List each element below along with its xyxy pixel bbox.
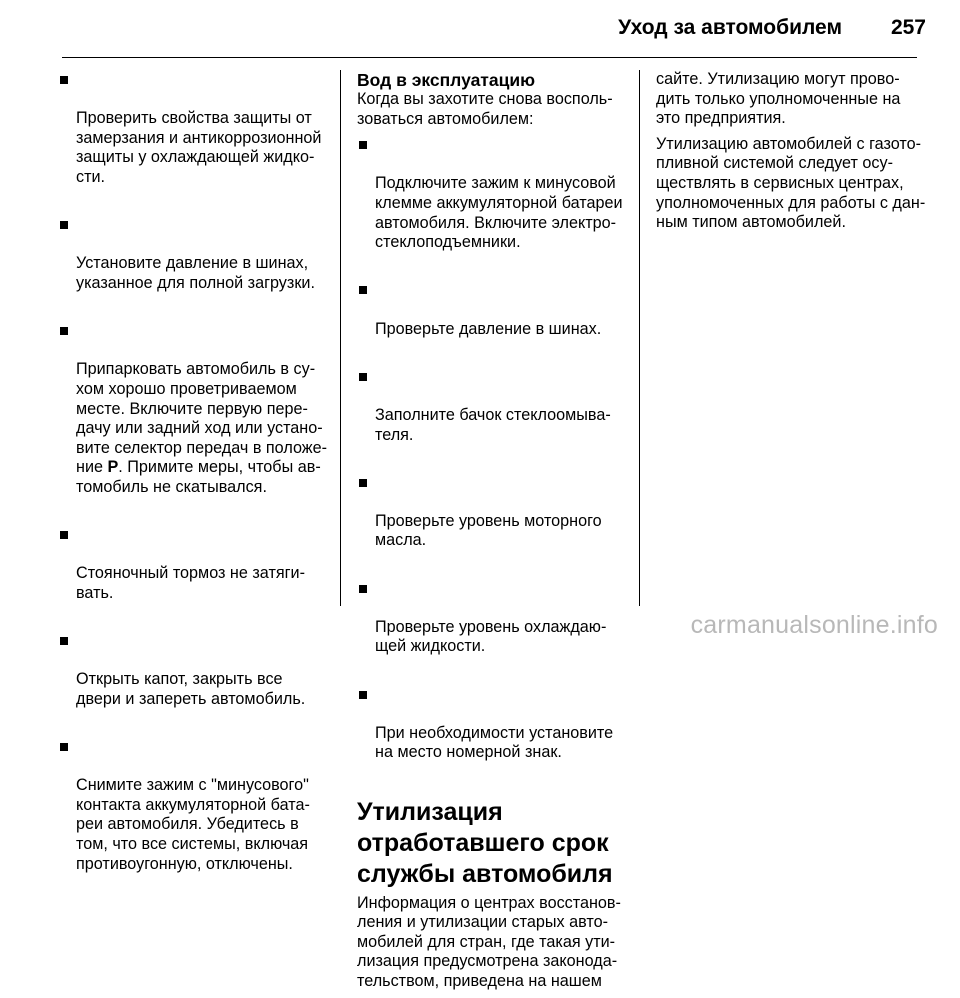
recommission-checklist <box>357 135 627 782</box>
list-item <box>58 70 336 207</box>
bullet-square-icon <box>359 479 367 487</box>
list-item <box>357 135 627 272</box>
bullet-square-icon <box>60 637 68 645</box>
bullet-square-icon <box>60 531 68 539</box>
list-item-text: Открыть капот, закрыть все двери и запереть автомобиль. <box>76 670 306 708</box>
bullet-square-icon <box>60 76 68 84</box>
list-item-text: Проверьте уровень моторного масла. <box>375 511 602 550</box>
column-2 <box>357 70 627 998</box>
list-item-text: Заполните бачок стеклоомыва- теля. <box>375 405 611 444</box>
list-item <box>58 737 336 894</box>
gas-vehicle-paragraph: Утилизацию автомобилей с газото- пливной системой следует осу- ществлять в сервисных центрах, уполномоченных для работы с дан- ным типом автомобилей. <box>656 134 926 232</box>
column-divider-left <box>340 70 341 606</box>
column-divider-right <box>639 70 640 606</box>
bullet-square-icon <box>60 743 68 751</box>
gear-position-label: P <box>107 458 119 477</box>
header-rule <box>62 57 917 58</box>
bullet-square-icon <box>359 585 367 593</box>
list-item-text-part: . Примите меры, чтобы ав- томобиль не скатывался. <box>76 458 321 496</box>
section-subheading: Вод в эксплуатацию <box>357 70 536 90</box>
continued-paragraph: сайте. Утилизацию могут прово- дить только уполномоченные на это предприятия. <box>656 70 901 128</box>
bullet-square-icon <box>359 286 367 294</box>
page-number: 257 <box>890 16 926 39</box>
list-item <box>357 367 627 465</box>
list-item <box>357 579 627 677</box>
list-item <box>357 473 627 571</box>
page-header <box>0 0 960 58</box>
bullet-square-icon <box>60 221 68 229</box>
list-item-text: Стояночный тормоз не затяги- вать. <box>76 564 305 602</box>
list-item-text: Установите давление в шинах, указанное для полной загрузки. <box>76 254 315 292</box>
section-paragraph: Информация о центрах восстанов- ления и утилизации старых авто- мобилей для стран, где такая ути- лизация предусмотрена законода- тельством, приведена на нашем <box>357 893 621 990</box>
list-item-text-part: Припарковать автомобиль в су- хом хорошо проветриваемом месте. Включите первую пере- дачу или задний ход или устано- вите селектор передач в положе- ние <box>76 360 327 477</box>
list-item-text: Проверьте давление в шинах. <box>375 319 602 338</box>
list-item <box>58 525 336 623</box>
list-item-text <box>76 360 336 497</box>
list-item-text: Снимите зажим с "минусового" контакта аккумуляторной бата- реи автомобиля. Убедитесь в том, что все системы, включая противоугонную, отключены. <box>76 776 310 873</box>
list-item <box>58 321 336 517</box>
watermark: carmanualsonline.info <box>690 611 938 639</box>
bullet-square-icon <box>359 691 367 699</box>
list-item <box>357 685 627 783</box>
list-item <box>58 631 336 729</box>
list-item-text: Проверьте уровень охлаждаю- щей жидкости. <box>375 617 607 656</box>
bullet-square-icon <box>60 327 68 335</box>
bullet-square-icon <box>359 373 367 381</box>
intro-paragraph: Когда вы захотите снова восполь- зоваться автомобилем: <box>357 90 613 128</box>
list-item-text: Проверить свойства защиты от замерзания и антикоррозионной защиты у охлаждающей жидко- сти. <box>76 109 322 186</box>
section-heading: Утилизация отработавшего срок службы автомобиля <box>357 797 613 888</box>
bullet-square-icon <box>359 141 367 149</box>
list-item-text: Подключите зажим к минусовой клемме аккумуляторной батареи автомобиля. Включите электро- стеклоподъемники. <box>375 174 623 252</box>
storage-checklist <box>58 70 336 894</box>
page-title: Уход за автомобилем <box>618 16 842 39</box>
list-item <box>357 280 627 358</box>
column-3 <box>656 70 928 239</box>
list-item-text: При необходимости установите на место номерной знак. <box>375 723 614 762</box>
list-item <box>58 215 336 313</box>
column-1 <box>58 70 336 902</box>
